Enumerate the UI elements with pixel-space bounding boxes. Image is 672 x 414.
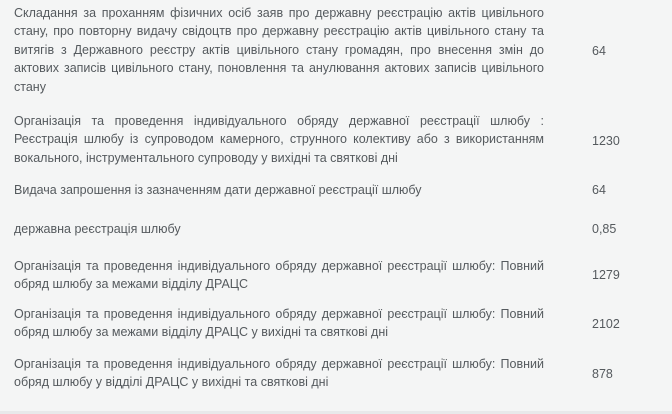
service-description: Організація та проведення індивідуального обряду державної реєстрації шлюбу: Повний обряд шлюбу у відділі ДРАЦС у вихідні та святкові дні — [14, 357, 544, 390]
service-price: 64 — [592, 44, 606, 58]
service-description: державна реєстрація шлюбу — [14, 222, 181, 236]
service-description: Організація та проведення індивідуального обряду державної реєстрації шлюбу : Реєстрація шлюбу із супроводом камерного, струнного колективу або з використанням вокального, інструментального супроводу у вихідні та святкові дні — [14, 114, 544, 165]
service-price: 1230 — [592, 134, 620, 148]
service-price: 64 — [592, 183, 606, 197]
service-description: Складання за проханням фізичних осіб заяв про державну реєстрацію актів цивільного стану, про повторну видачу свідоцтв про державну реєстрацію актів цивільного стану та витягів з Державного реєстру актів цивільного стану громадян, про внесення змін до актових записів цивільного стану, поновлення та анулювання актових записів цивільного стану — [14, 6, 544, 94]
service-price: 1279 — [592, 268, 620, 282]
service-price: 0,85 — [592, 222, 617, 236]
service-description: Організація та проведення індивідуального обряду державної реєстрації шлюбу: Повний обряд шлюбу за межами відділу ДРАЦС у вихідні та святкові дні — [14, 307, 544, 340]
service-price: 878 — [592, 367, 613, 381]
service-price: 2102 — [592, 317, 620, 331]
service-description: Організація та проведення індивідуального обряду державної реєстрації шлюбу: Повний обряд шлюбу за межами відділу ДРАЦС — [14, 259, 544, 292]
service-description: Видача запрошення із зазначенням дати державної реєстрації шлюбу — [14, 183, 422, 197]
